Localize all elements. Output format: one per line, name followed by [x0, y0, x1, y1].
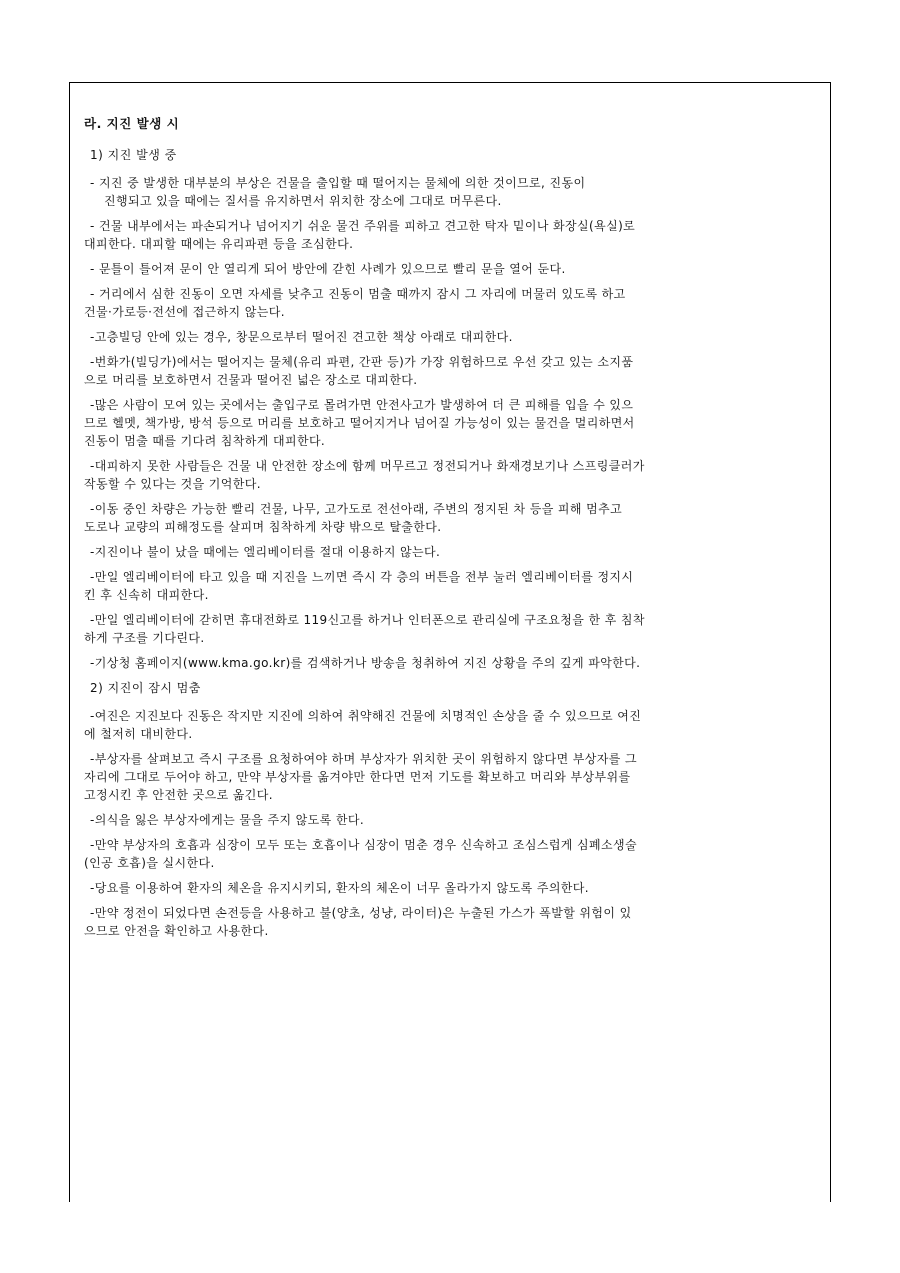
paragraph-line: -많은 사람이 모여 있는 곳에서는 출입구로 몰려가면 안전사고가 발생하여 더 큰 피해를 입을 수 있으 [90, 398, 634, 412]
paragraph-line: -만일 엘리베이터에 갇히면 휴대전화로 119신고를 하거나 인터폰으로 관리실에 구조요청을 한 후 침착 [90, 613, 645, 627]
subsection-heading: 2) 지진이 잠시 멈춤 [90, 681, 201, 695]
paragraph-line: 으로 머리를 보호하면서 건물과 떨어진 넓은 장소로 대피한다. [84, 373, 418, 387]
paragraph-line: -의식을 잃은 부상자에게는 물을 주지 않도록 한다. [90, 813, 365, 827]
bullet-paragraph [84, 568, 818, 604]
bullet-paragraph [84, 879, 818, 897]
paragraph-line: 으므로 안전을 확인하고 사용한다. [84, 924, 269, 938]
paragraph-line: 진동이 멈출 때를 기다려 침착하게 대피한다. [84, 434, 326, 448]
bullet-paragraph [84, 654, 818, 672]
paragraph-line: 진행되고 있을 때에는 질서를 유지하면서 위치한 장소에 그대로 머무른다. [104, 194, 502, 208]
bullet-paragraph [84, 174, 818, 210]
bullet-paragraph [84, 904, 818, 940]
bullet-paragraph [84, 707, 818, 743]
document-body [84, 114, 818, 947]
bullet-paragraph [84, 353, 818, 389]
section-title: 라. 지진 발생 시 [84, 116, 180, 131]
paragraph-line: -번화가(빌딩가)에서는 떨어지는 물체(유리 파편, 간판 등)가 가장 위험하므로 우선 갖고 있는 소지품 [90, 355, 634, 369]
paragraph-line: - 건물 내부에서는 파손되거나 넘어지기 쉬운 물건 주위를 피하고 견고한 탁자 밑이나 화장실(욕실)로 [90, 219, 636, 233]
subsection-heading: 1) 지진 발생 중 [90, 148, 177, 162]
bullet-paragraph [84, 750, 818, 804]
paragraph-line: 자리에 그대로 두어야 하고, 만약 부상자를 옮겨야만 한다면 먼저 기도를 확보하고 머리와 부상부위를 [84, 770, 631, 784]
paragraph-line: 하게 구조를 기다린다. [84, 631, 205, 645]
paragraph-line: -당요를 이용하여 환자의 체온을 유지시키되, 환자의 체온이 너무 올라가지 않도록 주의한다. [90, 881, 590, 895]
bullet-paragraph [84, 328, 818, 346]
bullet-paragraph [84, 543, 818, 561]
bullet-paragraph [84, 611, 818, 647]
paragraph-line: 작동할 수 있다는 것을 기억한다. [84, 477, 261, 491]
paragraph-line: 킨 후 신속히 대피한다. [84, 588, 209, 602]
paragraph-line: 고정시킨 후 안전한 곳으로 옮긴다. [84, 788, 273, 802]
paragraph-line: 도로나 교량의 피해정도를 살피며 침착하게 차량 밖으로 탈출한다. [84, 520, 442, 534]
paragraph-line: -지진이나 불이 났을 때에는 엘리베이터를 절대 이용하지 않는다. [90, 545, 441, 559]
paragraph-line: -만약 부상자의 호흡과 심장이 모두 또는 호흡이나 심장이 멈춘 경우 신속하고 조심스럽게 심폐소생술 [90, 838, 637, 852]
paragraph-line: -기상청 홈페이지(www.kma.go.kr)를 검색하거나 방송을 청취하여 지진 상황을 주의 깊게 파악한다. [90, 656, 641, 670]
paragraph-line: - 문틀이 틀어져 문이 안 열리게 되어 방안에 갇힌 사례가 있으므로 빨리 문을 열어 둔다. [90, 262, 566, 276]
bullet-paragraph [84, 500, 818, 536]
paragraph-line: -부상자를 살펴보고 즉시 구조를 요청하여야 하며 부상자가 위치한 곳이 위험하지 않다면 부상자를 그 [90, 752, 637, 766]
paragraph-line: -여진은 지진보다 진동은 작지만 지진에 의하여 취약해진 건물에 치명적인 손상을 줄 수 있으므로 여진 [90, 709, 642, 723]
paragraph-line: 므로 헬멧, 책가방, 방석 등으로 머리를 보호하고 떨어지거나 넘어질 가능성이 있는 물건을 멀리하면서 [84, 416, 635, 430]
bullet-paragraph [84, 811, 818, 829]
paragraph-line: -이동 중인 차량은 가능한 빨리 건물, 나무, 고가도로 전선아래, 주변의 정지된 차 등을 피해 멈추고 [90, 502, 623, 516]
paragraph-line: -고층빌딩 안에 있는 경우, 창문으로부터 떨어진 견고한 책상 아래로 대피한다. [90, 330, 513, 344]
bullet-paragraph [84, 836, 818, 872]
paragraph-line: -만일 엘리베이터에 타고 있을 때 지진을 느끼면 즉시 각 층의 버튼을 전부 눌러 엘리베이터를 정지시 [90, 570, 634, 584]
bullet-paragraph [84, 396, 818, 450]
bullet-paragraph [84, 260, 818, 278]
paragraph-line: (인공 호흡)을 실시한다. [84, 856, 215, 870]
paragraph-line: - 거리에서 심한 진동이 오면 자세를 낮추고 진동이 멈출 때까지 잠시 그 자리에 머물러 있도록 하고 [90, 287, 626, 301]
paragraph-line: -만약 정전이 되었다면 손전등을 사용하고 불(양초, 성냥, 라이터)은 누출된 가스가 폭발할 위험이 있 [90, 906, 632, 920]
paragraph-line: 대피한다. 대피할 때에는 유리파편 등을 조심한다. [84, 237, 354, 251]
paragraph-line: 에 철저히 대비한다. [84, 727, 193, 741]
paragraph-line: -대피하지 못한 사람들은 건물 내 안전한 장소에 함께 머무르고 정전되거나 화재경보기나 스프링클러가 [90, 459, 645, 473]
paragraph-line: - 지진 중 발생한 대부분의 부상은 건물을 출입할 때 떨어지는 물체에 의한 것이므로, 진동이 [90, 176, 586, 190]
paragraph-line: 건물·가로등·전선에 접근하지 않는다. [84, 305, 285, 319]
bullet-paragraph [84, 217, 818, 253]
document-frame [69, 82, 831, 1202]
bullet-paragraph [84, 457, 818, 493]
bullet-paragraph [84, 285, 818, 321]
